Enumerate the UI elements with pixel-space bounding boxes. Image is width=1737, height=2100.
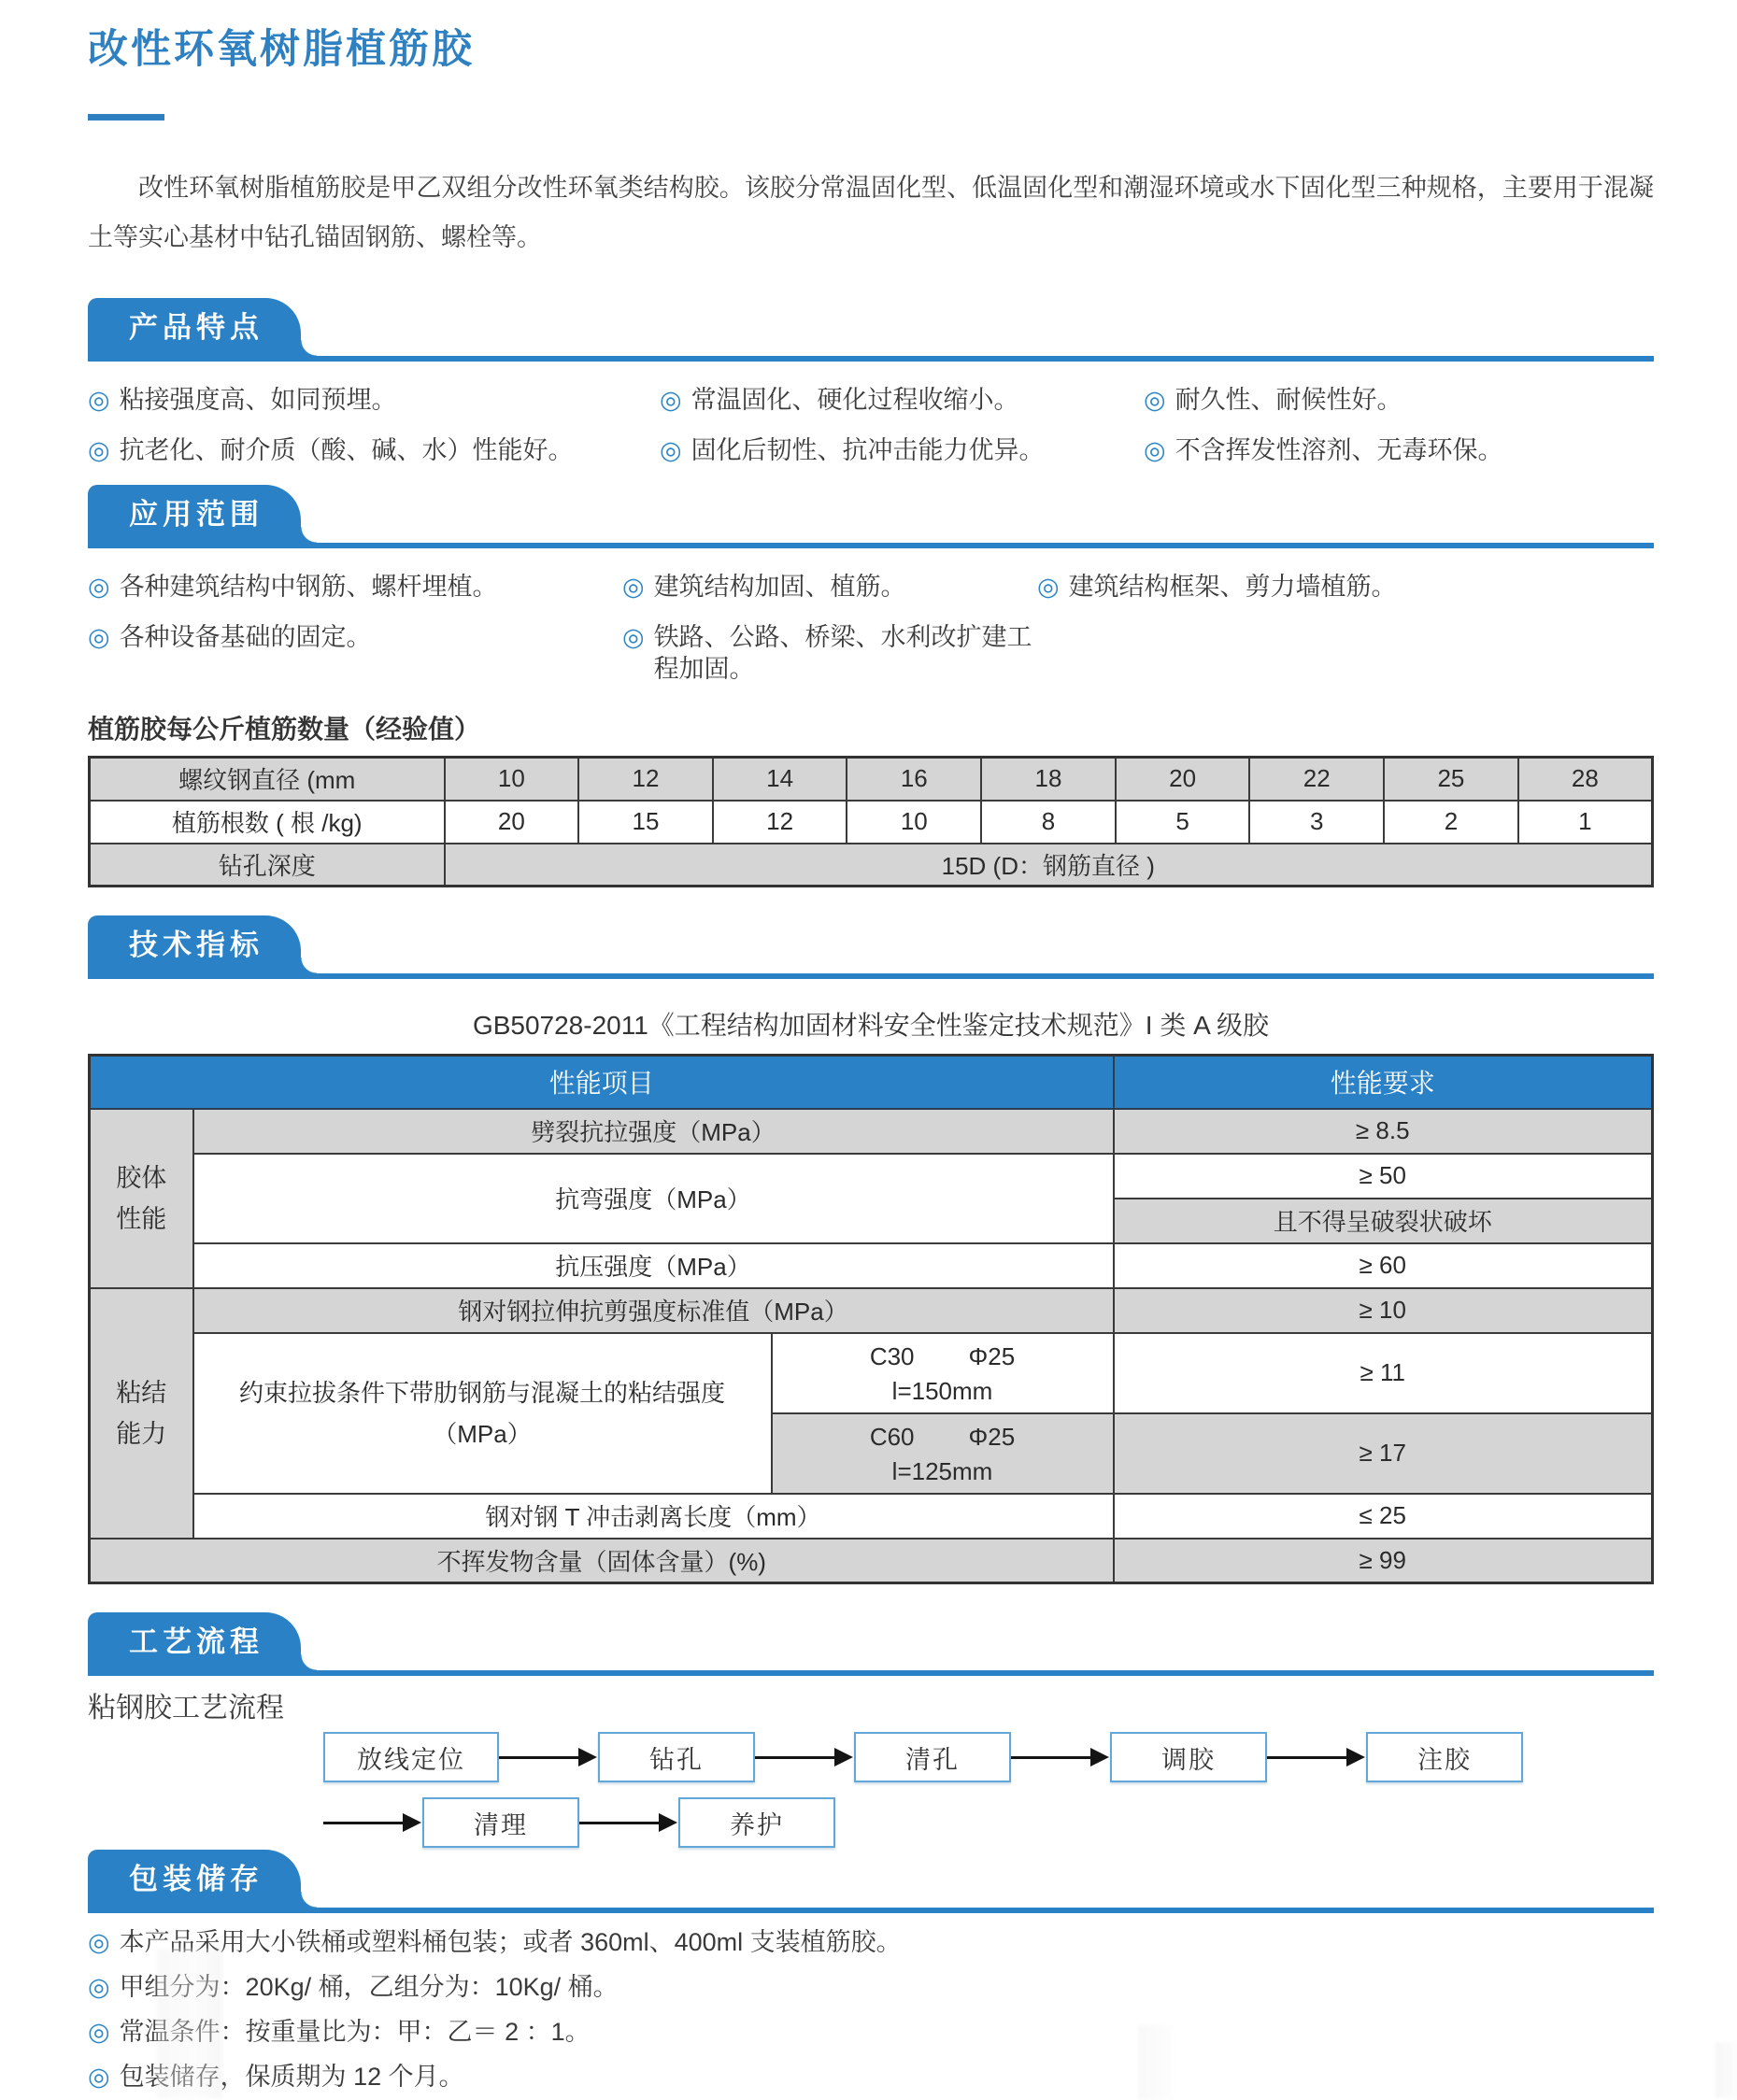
feature-item [1144,384,1654,416]
spec-value: ≥ 11 [1114,1333,1653,1413]
flow-step: 清理 [422,1797,579,1848]
application-text: 各种设备基础的固定。 [119,623,372,651]
section-header-features [88,298,1654,362]
spec-value: ≥ 60 [1114,1243,1653,1288]
arrow-right-icon [323,1822,404,1824]
feature-text: 不含挥发性溶剂、无毒环保。 [1175,436,1503,464]
packaging-text: 甲组分为：20Kg/ 桶，乙组分为：10Kg/ 桶。 [119,1973,619,2001]
flow-step: 钻孔 [598,1732,755,1782]
double-circle-bullet-icon: ◎ [88,623,110,651]
cell: 14 [713,758,847,801]
arrow-right-icon [1011,1756,1091,1759]
application-text: 建筑结构加固、植筋。 [653,573,906,601]
double-circle-bullet-icon: ◎ [88,573,110,601]
applications-list [88,571,1654,685]
spec-label: 抗压强度（MPa） [193,1243,1114,1288]
spec-label: 抗弯强度（MPa） [193,1154,1114,1243]
spec-label: 劈裂抗拉强度（MPa） [193,1109,1114,1154]
packaging-text: 本产品采用大小铁桶或塑料桶包装；或者 360ml、400ml 支装植筋胶。 [119,1928,902,1956]
cell: 28 [1518,758,1653,801]
feature-item [1144,434,1654,466]
process-flow-row-1 [323,1732,1654,1782]
application-item [88,571,622,603]
double-circle-bullet-icon: ◎ [88,2063,110,2091]
spec-value: ≥ 10 [1114,1288,1653,1333]
cell: 1 [1518,801,1653,844]
flow-step: 清孔 [854,1732,1011,1782]
cell: 8 [981,801,1116,844]
flow-step: 养护 [678,1797,835,1848]
table-row-count [90,801,1653,844]
packaging-item [88,2016,1654,2048]
double-circle-bullet-icon: ◎ [88,436,110,464]
arrow-right-icon [579,1822,660,1824]
spec-row-bond-c30 [90,1333,1653,1413]
packaging-text: 常温条件：按重量比为：甲：乙＝ 2 ：1。 [119,2018,591,2046]
row-label: 钻孔深度 [90,844,445,887]
cell: 10 [847,801,981,844]
cell: 16 [847,758,981,801]
group-label-bonding: 粘结 能力 [90,1288,193,1539]
application-item [1037,571,1654,603]
column-header-requirement: 性能要求 [1114,1056,1653,1109]
process-subtitle: 粘钢胶工艺流程 [88,1693,284,1724]
cell: 10 [445,758,579,801]
spec-value: ≥ 50 [1114,1154,1653,1199]
cell: 5 [1116,801,1250,844]
flow-step: 注胶 [1366,1732,1523,1782]
merged-cell: 15D (D：钢筋直径 ) [445,844,1653,887]
spec-row-solids [90,1539,1653,1583]
row-label: 植筋根数 ( 根 /kg) [90,801,445,844]
application-item [622,621,1037,685]
arrow-right-icon [1267,1756,1347,1759]
section-header-applications [88,485,1654,548]
packaging-list [88,1926,1654,2093]
section-header-specs [88,915,1654,979]
page-title: 改性环氧树脂植筋胶 [88,27,475,72]
double-circle-bullet-icon: ◎ [660,386,682,414]
group-label-adhesive: 胶体 性能 [90,1109,193,1288]
section-tab-applications: 应用范围 [88,485,301,543]
usage-table [88,756,1654,887]
application-item [88,621,622,685]
flow-step: 放线定位 [323,1732,499,1782]
feature-text: 常温固化、硬化过程收缩小。 [691,386,1019,414]
spec-condition-c30: C30 Φ25 l=150mm [772,1333,1114,1413]
standard-note: GB50728-2011《工程结构加固材料安全性鉴定技术规范》I 类 A 级胶 [472,1011,1270,1040]
feature-item [88,434,660,466]
arrow-right-icon [755,1756,835,1759]
spec-note: 且不得呈破裂状破坏 [1114,1199,1653,1243]
spec-label-bond: 约束拉拔条件下带肋钢筋与混凝土的粘结强度 （MPa） [193,1333,772,1494]
process-flow-row-2 [323,1797,1654,1848]
spec-table [88,1054,1654,1584]
cell: 12 [578,758,713,801]
feature-text: 抗老化、耐介质（酸、碱、水）性能好。 [119,436,574,464]
double-circle-bullet-icon: ◎ [622,623,645,651]
cell: 22 [1249,758,1384,801]
packaging-text: 包装储存，保质期为 12 个月。 [119,2063,464,2091]
spec-label: 钢对钢 T 冲击剥离长度（mm） [193,1494,1114,1539]
features-list [88,384,1654,466]
double-circle-bullet-icon: ◎ [1144,436,1166,464]
section-tab-features: 产品特点 [88,298,301,356]
double-circle-bullet-icon: ◎ [660,436,682,464]
arrow-right-icon [499,1756,579,1759]
title-underline [88,114,164,121]
packaging-item [88,1971,1654,2003]
product-datasheet-page [0,26,1737,2092]
cell: 2 [1384,801,1518,844]
spec-header-row [90,1056,1653,1109]
cell: 20 [445,801,579,844]
feature-item [660,384,1144,416]
cell: 12 [713,801,847,844]
packaging-item [88,1926,1654,1958]
spec-row-bending [90,1154,1653,1199]
spec-value: ≥ 8.5 [1114,1109,1653,1154]
feature-text: 固化后韧性、抗冲击能力优异。 [691,436,1045,464]
double-circle-bullet-icon: ◎ [88,386,110,414]
feature-text: 耐久性、耐候性好。 [1175,386,1402,414]
intro-paragraph: 改性环氧树脂植筋胶是甲乙双组分改性环氧类结构胶。该胶分常温固化型、低温固化型和潮湿环境或水下固化型三种规格，主要用于混凝土等实心基材中钻孔锚固钢筋、螺栓等。 [88,174,1654,251]
spec-label: 不挥发物含量（固体含量）(%) [90,1539,1114,1583]
spec-row-splitting [90,1109,1653,1154]
spec-value: ≥ 17 [1114,1413,1653,1494]
double-circle-bullet-icon: ◎ [1144,386,1166,414]
flow-step: 调胶 [1110,1732,1267,1782]
application-text: 建筑结构框架、剪力墙植筋。 [1068,573,1397,601]
feature-text: 粘接强度高、如同预埋。 [119,386,397,414]
spec-value: ≥ 99 [1114,1539,1653,1583]
application-text: 铁路、公路、桥梁、水利改扩建工程加固。 [653,623,1032,683]
section-header-process [88,1612,1654,1676]
feature-item [88,384,660,416]
cell: 3 [1249,801,1384,844]
application-text: 各种建筑结构中钢筋、螺杆埋植。 [119,573,498,601]
feature-item [660,434,1144,466]
spec-row-shear [90,1288,1653,1333]
column-header-item: 性能项目 [90,1056,1114,1109]
usage-table-title: 植筋胶每公斤植筋数量（经验值） [88,715,481,744]
double-circle-bullet-icon: ◎ [88,2018,110,2046]
double-circle-bullet-icon: ◎ [88,1928,110,1956]
spec-condition-c60: C60 Φ25 l=125mm [772,1413,1114,1494]
double-circle-bullet-icon: ◎ [88,1973,110,2001]
section-tab-specs: 技术指标 [88,915,301,973]
cell: 25 [1384,758,1518,801]
spec-value: ≤ 25 [1114,1494,1653,1539]
cell: 18 [981,758,1116,801]
double-circle-bullet-icon: ◎ [622,573,645,601]
table-row-diameter [90,758,1653,801]
spec-row-peel [90,1494,1653,1539]
cell: 20 [1116,758,1250,801]
spec-row-compressive [90,1243,1653,1288]
double-circle-bullet-icon: ◎ [1037,573,1060,601]
spec-label: 钢对钢拉伸抗剪强度标准值（MPa） [193,1288,1114,1333]
table-row-depth [90,844,1653,887]
packaging-item [88,2061,1654,2093]
section-tab-packaging: 包装储存 [88,1850,301,1908]
cell: 15 [578,801,713,844]
row-label: 螺纹钢直径 (mm [90,758,445,801]
section-tab-process: 工艺流程 [88,1612,301,1670]
application-item [622,571,1037,603]
section-header-packaging [88,1850,1654,1913]
